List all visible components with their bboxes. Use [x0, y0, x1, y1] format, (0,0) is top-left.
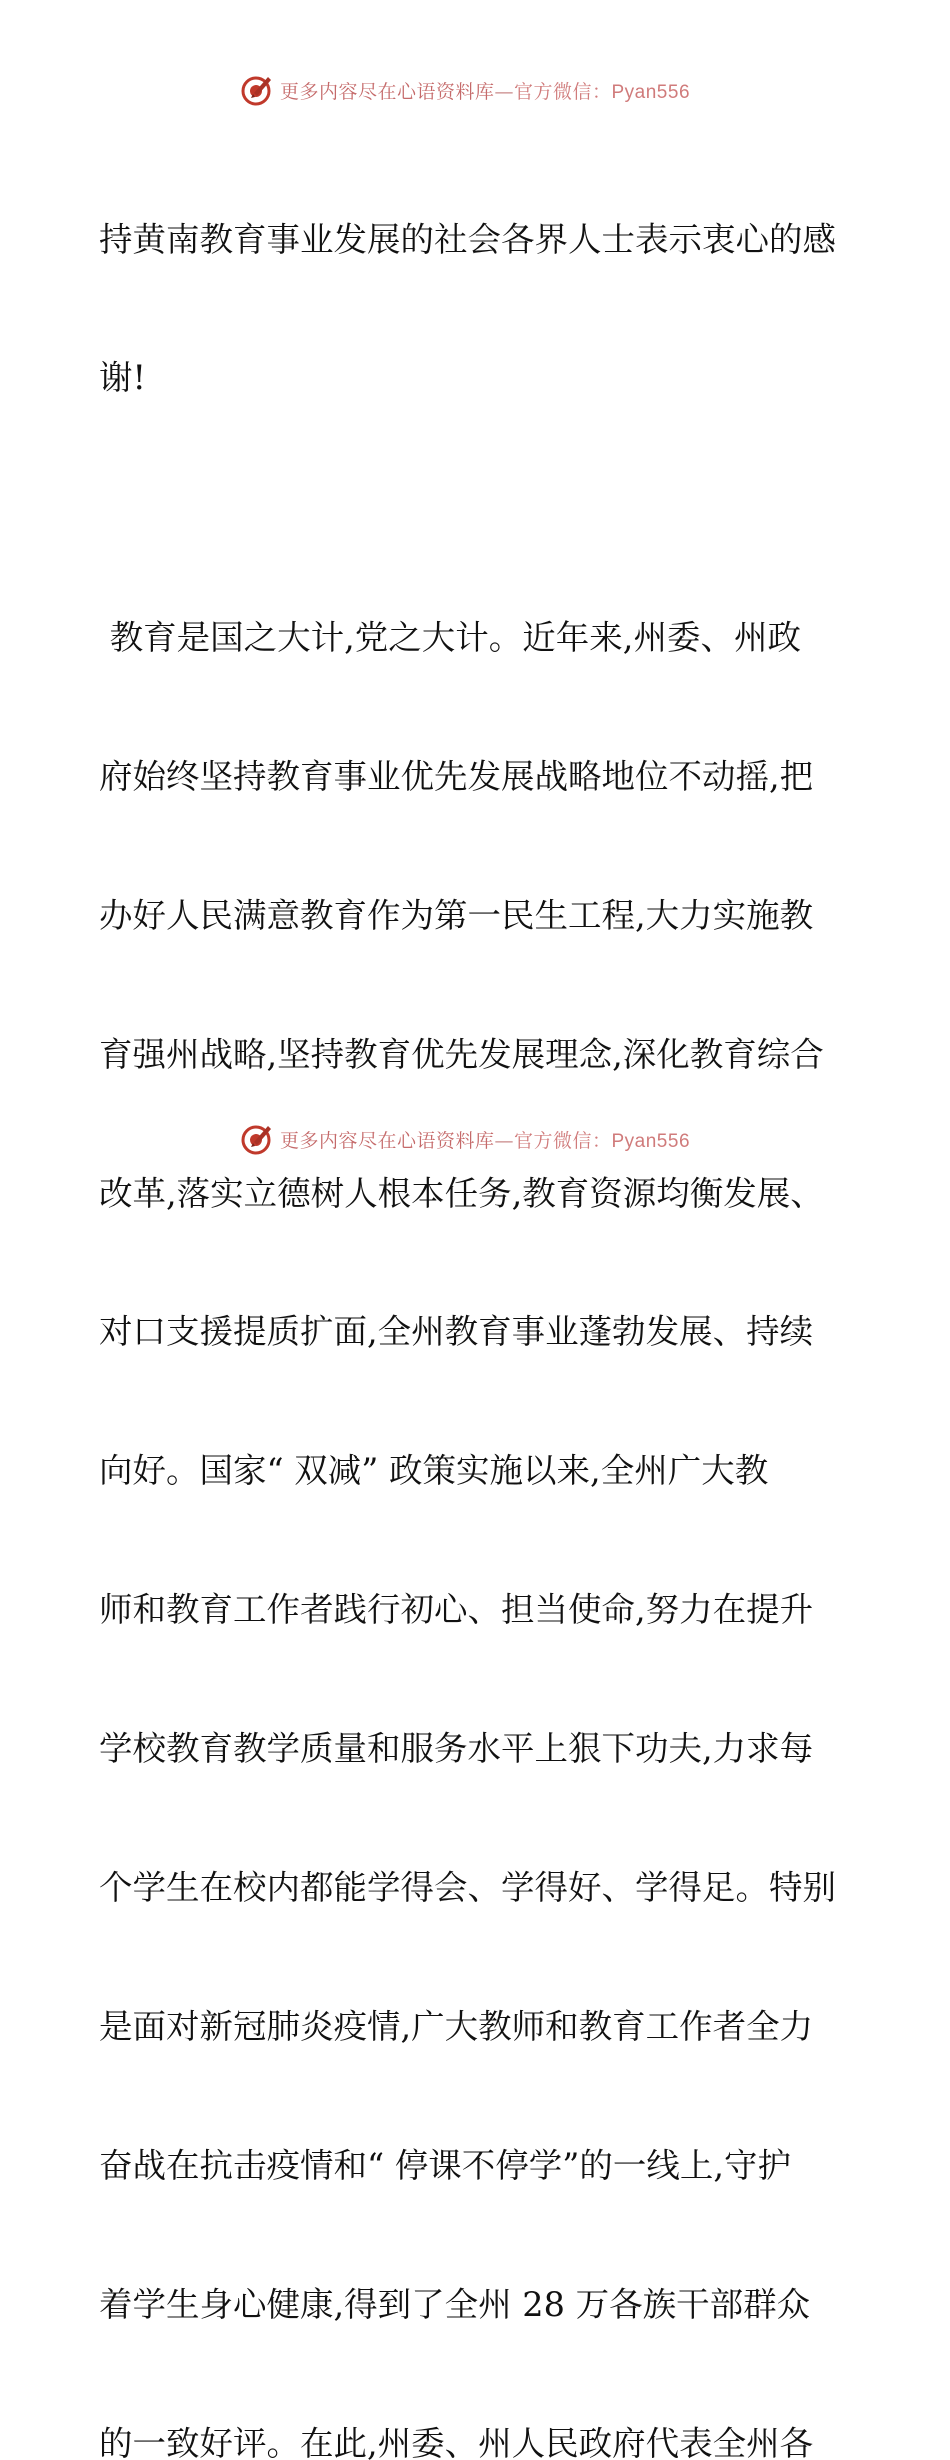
footer-banner-text: [280, 1126, 690, 1153]
text-line: 办好人民满意教育作为第一民生工程,大力实施教: [99, 895, 814, 935]
banner-separator: —: [494, 1129, 514, 1152]
header-banner-text: [280, 77, 690, 104]
body-text: [99, 124, 859, 2460]
pen-logo-icon: [240, 1122, 274, 1156]
text-line: 育强州战略,坚持教育优先发展理念,深化教育综合: [99, 1034, 824, 1074]
header-banner: [0, 68, 950, 112]
header-banner-inner: [240, 73, 690, 107]
text-line: 着学生身心健康,得到了全州 28 万各族干部群众: [99, 2284, 811, 2324]
text-line: 谢!: [99, 358, 146, 398]
text-line: 学校教育教学质量和服务水平上狠下功夫,力求每: [99, 1729, 814, 1769]
text-line: 持黄南教育事业发展的社会各界人士表示衷心的感: [99, 219, 836, 259]
banner-wechat: 官方微信：Pyan556: [514, 81, 691, 103]
footer-banner-inner: [240, 1122, 690, 1156]
paragraph-2: [99, 522, 859, 2460]
text-line: 改革,落实立德树人根本任务,教育资源均衡发展、: [99, 1173, 824, 1213]
text-line: 府始终坚持教育事业优先发展战略地位不动摇,把: [99, 756, 814, 796]
text-line: 师和教育工作者践行初心、担当使命,努力在提升: [99, 1590, 814, 1630]
paragraph-1: [99, 124, 859, 494]
text-line: 向好。国家“ 双减” 政策实施以来,全州广大教: [99, 1451, 769, 1491]
text-line: 的一致好评。在此,州委、州人民政府代表全州各: [99, 2423, 814, 2460]
text-line: 是面对新冠肺炎疫情,广大教师和教育工作者全力: [99, 2006, 814, 2046]
pen-logo-icon: [240, 73, 274, 107]
text-line: 个学生在校内都能学得会、学得好、学得足。特别: [99, 1867, 836, 1907]
banner-title: 更多内容尽在心语资料库: [279, 1129, 495, 1152]
text-line: 教育是国之大计,党之大计。近年来,州委、州政: [99, 617, 801, 657]
banner-title: 更多内容尽在心语资料库: [279, 80, 495, 103]
banner-wechat: 官方微信：Pyan556: [514, 1130, 691, 1152]
text-line: 奋战在抗击疫情和“ 停课不停学”的一线上,守护: [99, 2145, 792, 2185]
footer-banner: [0, 1117, 950, 1161]
text-line: 对口支援提质扩面,全州教育事业蓬勃发展、持续: [99, 1312, 814, 1352]
banner-separator: —: [494, 80, 514, 103]
